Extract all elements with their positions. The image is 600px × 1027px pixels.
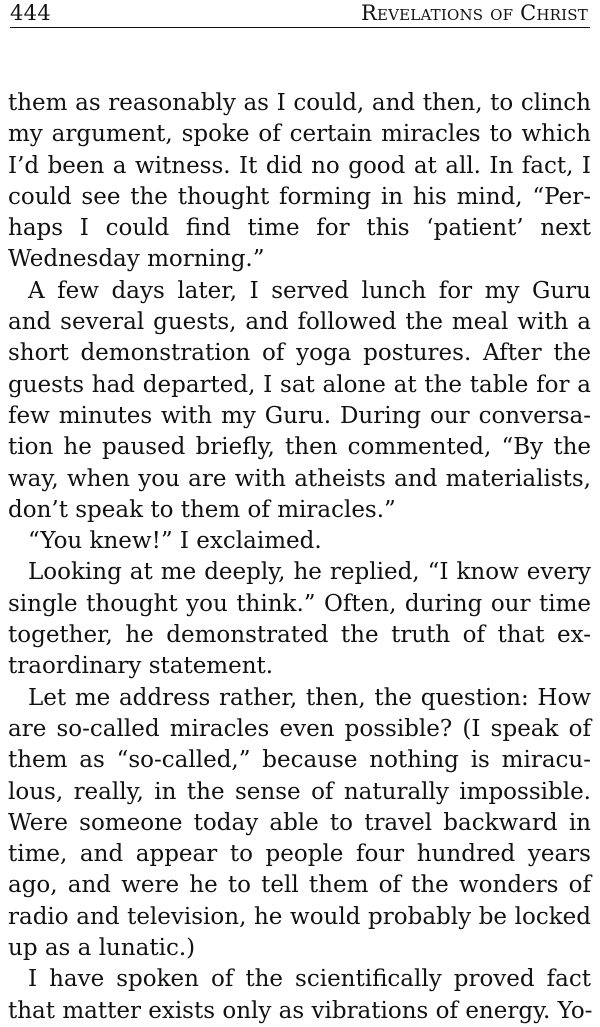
text-line: Were someone today able to travel backward in: [8, 809, 591, 836]
text-line: A few days later, I served lunch for my Guru: [28, 277, 591, 304]
text-line: don’t speak to them of miracles.”: [8, 496, 396, 523]
text-line: lous, really, in the sense of naturally impossible.: [8, 778, 591, 805]
text-line: Wednesday morning.”: [8, 246, 265, 273]
text-line: I’d been a witness. It did no good at all. In fact, I: [8, 152, 591, 179]
text-line: Looking at me deeply, he replied, “I know every: [28, 559, 591, 586]
text-line: short demonstration of yoga postures. After the: [8, 340, 591, 367]
paragraph: [8, 88, 591, 276]
text-line: that matter exists only as vibrations of energy. Yo-: [8, 997, 593, 1024]
text-line: them as reasonably as I could, and then, to clinch: [8, 90, 591, 116]
text-line: way, when you are with atheists and materialists,: [8, 465, 591, 492]
text-line: radio and television, he would probably be locked: [8, 903, 591, 930]
text-line: tion he paused briefly, then commented, “By the: [8, 434, 591, 461]
paragraph: [8, 526, 591, 557]
text-line: and several guests, and followed the meal with a: [8, 309, 591, 336]
text-line: “You knew!” I exclaimed.: [28, 528, 322, 555]
page-number: 444: [10, 1, 51, 25]
paragraph: [8, 557, 591, 682]
text-line: my argument, spoke of certain miracles to which: [8, 121, 591, 148]
text-line: them as “so-called,” because nothing is miracu-: [8, 747, 591, 774]
text-line: few minutes with my Guru. During our conversa-: [8, 402, 591, 429]
header-rule: [10, 27, 590, 28]
text-line: are so-called miracles even possible? (I speak of: [8, 715, 591, 742]
text-line: guests had departed, I sat alone at the table for a: [8, 371, 591, 398]
body-text: [8, 88, 591, 1027]
running-title: Revelations of Christ: [360, 1, 588, 25]
text-line: haps I could find time for this ‘patient’ next: [8, 215, 591, 242]
text-line: single thought you think.” Often, during our time: [8, 590, 591, 617]
paragraph: [8, 276, 591, 526]
running-header: [10, 0, 590, 30]
text-line: traordinary statement.: [8, 653, 274, 680]
paragraph: [8, 964, 591, 1027]
text-line: ago, and were he to tell them of the wonders of: [8, 872, 591, 899]
text-line: I have spoken of the scientifically proved fact: [28, 966, 591, 993]
paragraph: [8, 683, 591, 965]
text-line: together, he demonstrated the truth of that ex-: [8, 622, 591, 649]
text-line: time, and appear to people four hundred years: [8, 841, 591, 868]
text-line: could see the thought forming in his mind, “Per-: [8, 183, 591, 210]
text-line: Let me address rather, then, the question: How: [28, 684, 591, 711]
text-line: up as a lunatic.): [8, 935, 196, 962]
